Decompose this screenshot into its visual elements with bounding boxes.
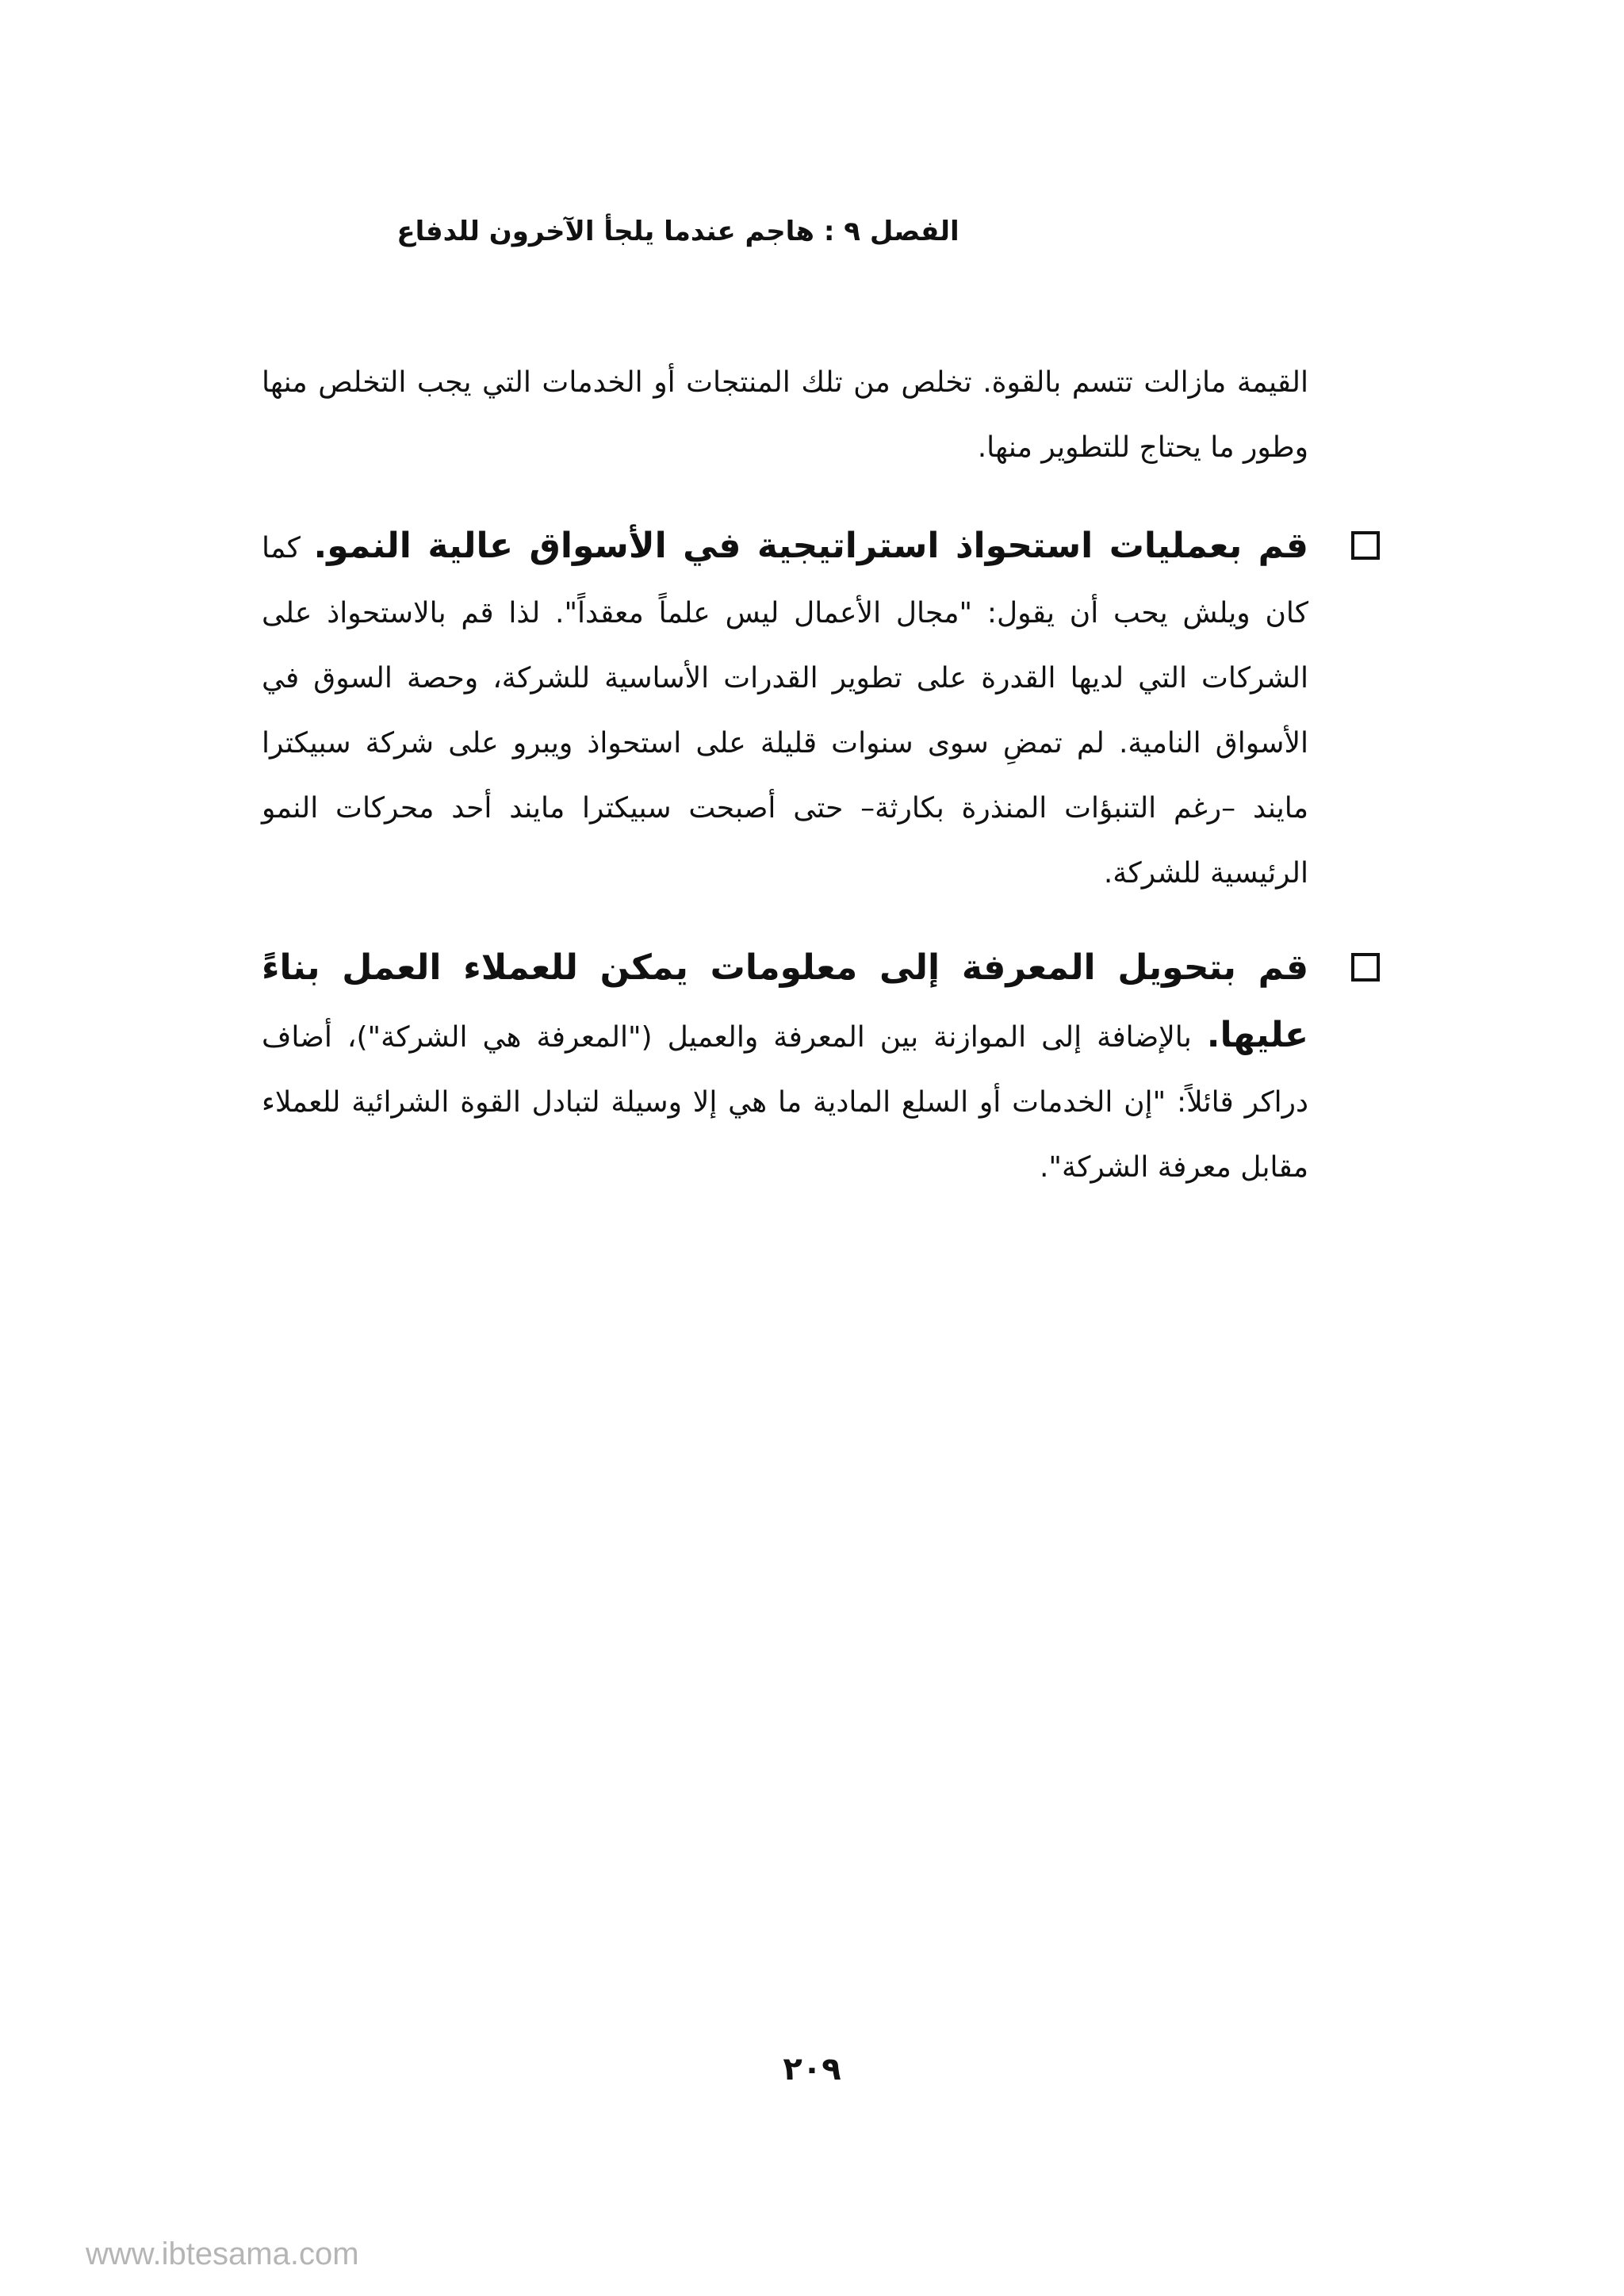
list-item-text	[262, 936, 1308, 1200]
page-number: ٢٠٩	[783, 2051, 841, 2087]
checkbox-icon	[1351, 531, 1380, 560]
item-lead-heading: قم بتحويل المعرفة إلى معلومات يمكن للعملاء العمل بناءً عليها.	[262, 947, 1308, 1055]
list-item	[262, 514, 1380, 906]
item-lead-heading: قم بعمليات استحواذ استراتيجية في الأسواق عالية النمو.	[313, 526, 1308, 566]
item-body-text: بالإضافة إلى الموازنة بين المعرفة والعميل ("المعرفة هي الشركة")، أضاف دراكر قائلاً: "إن الخدمات أو السلع المادية ما هي إلا وسيلة لتبادل القوة الشرائية للعملاء مقابل معرفة الشركة".	[262, 1021, 1308, 1184]
checkbox-icon	[1351, 953, 1380, 982]
watermark-url: www.ibtesama.com	[86, 2237, 359, 2271]
list-item	[262, 936, 1380, 1200]
chapter-header: الفصل ٩ : هاجم عندما يلجأ الآخرون للدفاع	[396, 216, 959, 247]
list-item-text	[262, 514, 1308, 906]
item-body-text: كما كان ويلش يحب أن يقول: "مجال الأعمال ليس علماً معقداً". لذا قم بالاستحواذ على الشركات التي لديها القدرة على تطوير القدرات الأساسية للشركة، وحصة السوق في الأسواق النامية. لم تمضِ سوى سنوات قليلة على استحواذ ويبرو على شركة سبيكترا مايند –رغم التنبؤات المنذرة بكارثة– حتى أصبحت سبيكترا مايند أحد محركات النمو الرئيسية للشركة.	[262, 532, 1308, 890]
intro-paragraph: القيمة مازالت تتسم بالقوة. تخلص من تلك المنتجات أو الخدمات التي يجب التخلص منها وطور ما يحتاج للتطوير منها.	[262, 366, 1308, 464]
